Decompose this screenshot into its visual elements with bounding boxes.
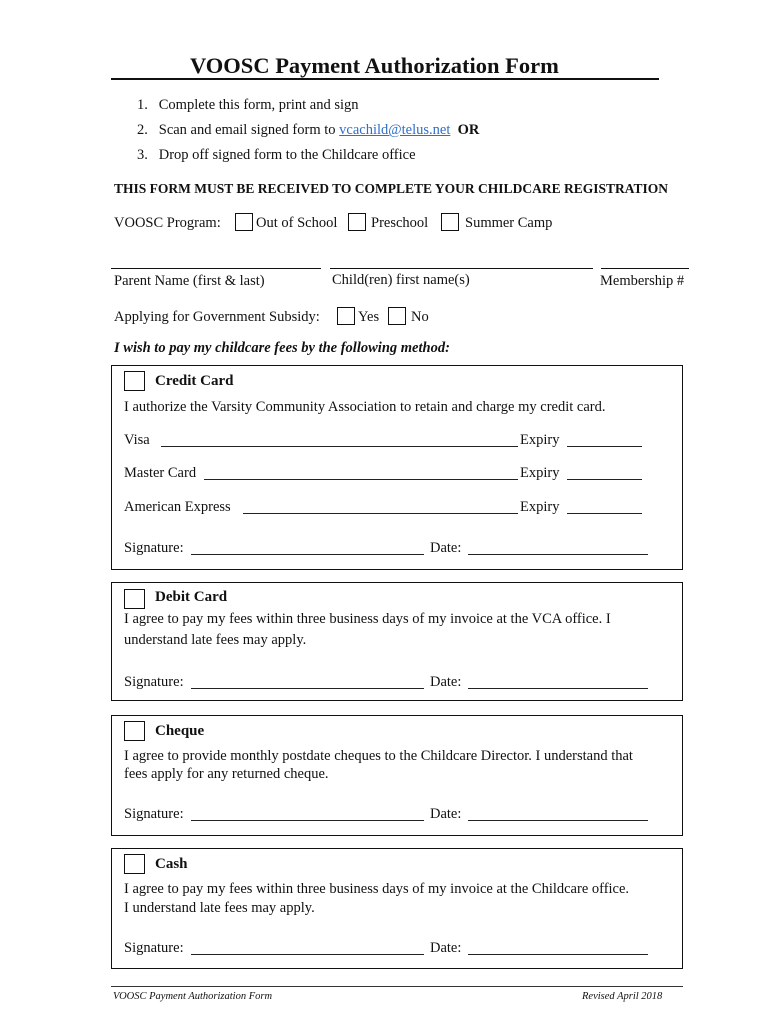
cheque-text-2: fees apply for any returned cheque. bbox=[124, 766, 329, 782]
mastercard-label: Master Card bbox=[124, 465, 197, 481]
payment-method-intro: I wish to pay my childcare fees by the following method: bbox=[114, 340, 450, 356]
out-of-school-label: Out of School bbox=[256, 215, 338, 231]
debit-card-text-1: I agree to pay my fees within three business days of my invoice at the VCA office. I bbox=[124, 611, 611, 627]
cheque-date-label: Date: bbox=[430, 806, 462, 822]
cash-date-label: Date: bbox=[430, 940, 462, 956]
cash-heading: Cash bbox=[155, 856, 188, 872]
instruction-step-2: 2. Scan and email signed form to vcachild@telus.net OR bbox=[137, 122, 480, 138]
credit-signature-label: Signature: bbox=[124, 540, 184, 556]
visa-expiry-field[interactable] bbox=[567, 446, 642, 447]
visa-expiry-label: Expiry bbox=[520, 432, 560, 448]
cheque-signature-field[interactable] bbox=[191, 820, 424, 821]
amex-number-field[interactable] bbox=[243, 513, 518, 514]
cash-date-field[interactable] bbox=[468, 954, 648, 955]
credit-date-label: Date: bbox=[430, 540, 462, 556]
credit-card-section bbox=[111, 365, 683, 570]
registration-notice: THIS FORM MUST BE RECEIVED TO COMPLETE YOUR CHILDCARE REGISTRATION bbox=[114, 181, 668, 196]
cash-signature-field[interactable] bbox=[191, 954, 424, 955]
out-of-school-checkbox[interactable] bbox=[235, 213, 253, 231]
parent-name-field[interactable] bbox=[111, 268, 321, 269]
instruction-step-3: 3. Drop off signed form to the Childcare office bbox=[137, 147, 416, 163]
children-names-label: Child(ren) first name(s) bbox=[332, 272, 470, 288]
parent-name-label: Parent Name (first & last) bbox=[114, 273, 265, 289]
footer-rule bbox=[111, 986, 683, 987]
mastercard-expiry-field[interactable] bbox=[567, 479, 642, 480]
footer-revision: Revised April 2018 bbox=[582, 991, 663, 1002]
amex-expiry-field[interactable] bbox=[567, 513, 642, 514]
credit-card-checkbox[interactable] bbox=[124, 371, 145, 391]
membership-field[interactable] bbox=[601, 268, 689, 269]
subsidy-no-checkbox[interactable] bbox=[388, 307, 406, 325]
debit-date-field[interactable] bbox=[468, 688, 648, 689]
title-underline bbox=[111, 78, 659, 80]
cash-text-2: I understand late fees may apply. bbox=[124, 900, 315, 916]
debit-date-label: Date: bbox=[430, 674, 462, 690]
subsidy-yes-label: Yes bbox=[358, 309, 380, 325]
page-title: VOOSC Payment Authorization Form bbox=[190, 53, 559, 78]
cash-text-1: I agree to pay my fees within three business days of my invoice at the Childcare office. bbox=[124, 881, 630, 897]
mastercard-number-field[interactable] bbox=[204, 479, 518, 480]
mastercard-expiry-label: Expiry bbox=[520, 465, 560, 481]
debit-card-checkbox[interactable] bbox=[124, 589, 145, 609]
amex-label: American Express bbox=[124, 499, 231, 515]
credit-signature-field[interactable] bbox=[191, 554, 424, 555]
credit-card-heading: Credit Card bbox=[155, 373, 234, 389]
email-link[interactable]: vcachild@telus.net bbox=[339, 122, 451, 138]
amex-expiry-label: Expiry bbox=[520, 499, 560, 515]
subsidy-yes-checkbox[interactable] bbox=[337, 307, 355, 325]
cheque-date-field[interactable] bbox=[468, 820, 648, 821]
footer-form-name: VOOSC Payment Authorization Form bbox=[113, 991, 273, 1002]
debit-card-heading: Debit Card bbox=[155, 589, 228, 605]
debit-card-text-2: understand late fees may apply. bbox=[124, 632, 307, 648]
cheque-text-1: I agree to provide monthly postdate cheques to the Childcare Director. I understand that bbox=[124, 748, 633, 764]
visa-number-field[interactable] bbox=[161, 446, 518, 447]
summer-camp-label: Summer Camp bbox=[465, 215, 553, 231]
instruction-step-1: 1. Complete this form, print and sign bbox=[137, 97, 359, 113]
cash-signature-label: Signature: bbox=[124, 940, 184, 956]
children-names-field[interactable] bbox=[330, 268, 593, 269]
program-label: VOOSC Program: bbox=[114, 215, 221, 231]
summer-camp-checkbox[interactable] bbox=[441, 213, 459, 231]
credit-card-authorization: I authorize the Varsity Community Association to retain and charge my credit card. bbox=[124, 399, 606, 415]
preschool-checkbox[interactable] bbox=[348, 213, 366, 231]
debit-signature-field[interactable] bbox=[191, 688, 424, 689]
cheque-signature-label: Signature: bbox=[124, 806, 184, 822]
cash-checkbox[interactable] bbox=[124, 854, 145, 874]
credit-date-field[interactable] bbox=[468, 554, 648, 555]
preschool-label: Preschool bbox=[371, 215, 429, 231]
subsidy-no-label: No bbox=[411, 309, 429, 325]
membership-label: Membership # bbox=[600, 273, 685, 289]
cheque-checkbox[interactable] bbox=[124, 721, 145, 741]
cheque-heading: Cheque bbox=[155, 723, 205, 739]
subsidy-label: Applying for Government Subsidy: bbox=[114, 309, 320, 325]
visa-label: Visa bbox=[124, 432, 150, 448]
debit-signature-label: Signature: bbox=[124, 674, 184, 690]
